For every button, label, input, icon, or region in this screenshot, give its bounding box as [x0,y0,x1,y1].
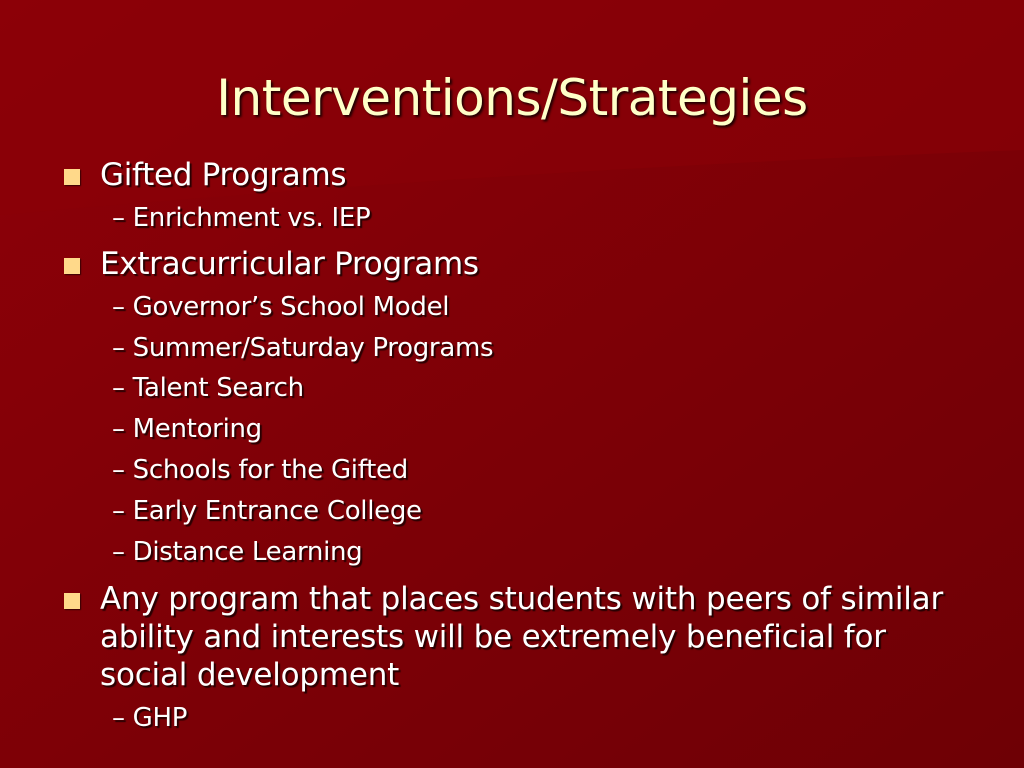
bullet-marker [64,593,80,609]
bullet-marker [64,258,80,274]
subitem-summer-saturday: – Summer/Saturday Programs [112,333,494,363]
bullet-item-extracurricular-programs: Extracurricular Programs [100,246,479,282]
bullet-item-gifted-programs: Gifted Programs [100,157,347,193]
subitem-ghp: – GHP [112,703,188,733]
bullet-item-any-program: Any program that places students with peers of similar ability and interests will be extremely beneficial for social development [100,581,944,693]
subitem-distance-learning: – Distance Learning [112,537,363,567]
subitem-schools-for-gifted: – Schools for the Gifted [112,455,408,485]
subitem-enrichment: – Enrichment vs. IEP [112,203,371,233]
subitem-governors-school: – Governor’s School Model [112,292,450,322]
subitem-early-entrance: – Early Entrance College [112,496,422,526]
slide-title: Interventions/Strategies [216,69,808,127]
bullet-marker [64,169,80,185]
subitem-talent-search: – Talent Search [112,373,304,403]
subitem-mentoring: – Mentoring [112,414,262,444]
